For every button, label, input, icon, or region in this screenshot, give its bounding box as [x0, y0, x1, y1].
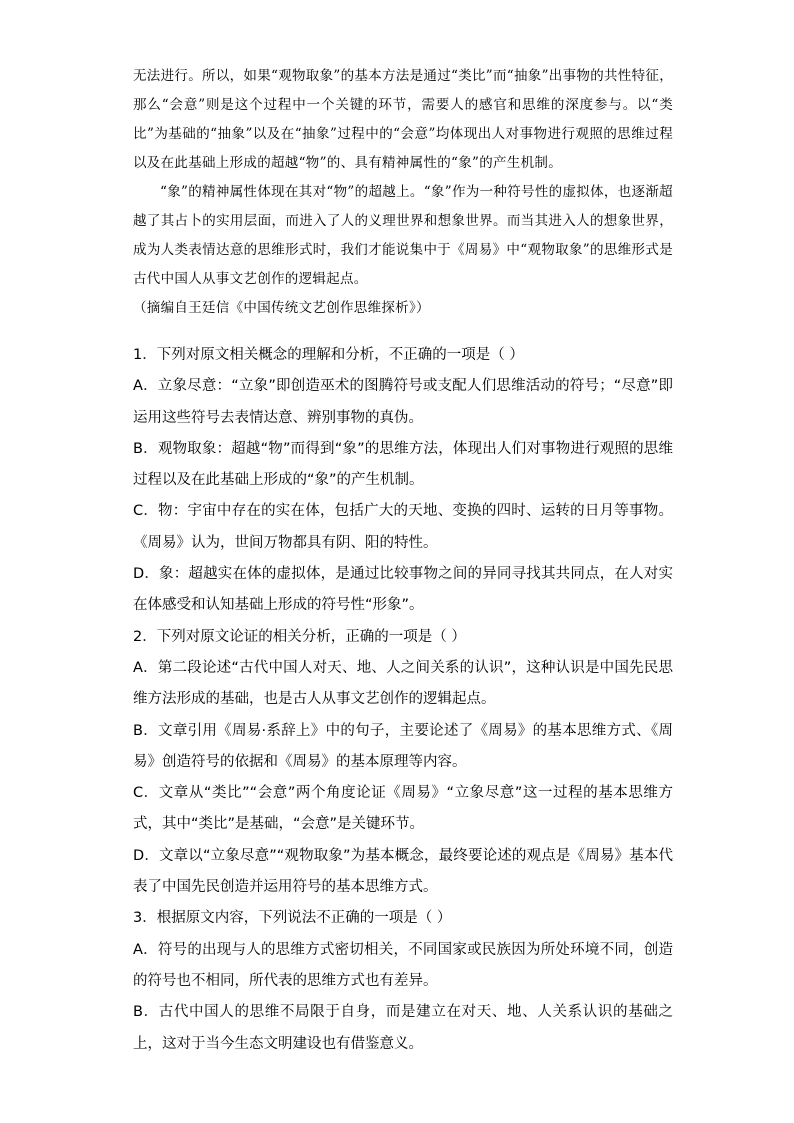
question-stem: 3．根据原文内容，下列说法不正确的一项是（ ）	[133, 910, 452, 927]
option-c: C．物：宇宙中存在的实在体，包括广大的天地、变换的四时、运转的日月等事物。《周易》认为，世间万物都具有阴、阳的特性。	[133, 503, 673, 551]
question-stem: 2．下列对原文论证的相关分析，正确的一项是（ ）	[133, 628, 466, 645]
option-b: B．古代中国人的思维不局限于自身，而是建立在对天、地、人关系认识的基础之上，这对于当今生态文明建设也有借鉴意义。	[133, 1004, 673, 1052]
option-c: C．文章从“类比”“会意”两个角度论证《周易》“立象尽意”这一过程的基本思维方式，其中“类比”是基础，“会意”是关键环节。	[133, 785, 673, 833]
option-b: B．观物取象：超越“物”而得到“象”的思维方法，体现出人们对事物进行观照的思维过程以及在此基础上形成的“象”的产生机制。	[133, 440, 673, 489]
option-a: A．第二段论述“古代中国人对天、地、人之间关系的认识”，这种认识是中国先民思维方法形成的基础，也是古人从事文艺创作的逻辑起点。	[133, 659, 673, 708]
question-list	[133, 340, 673, 1060]
option-d: D．象：超越实在体的虚拟体，是通过比较事物之间的异同寻找其共同点，在人对实在体感受和认知基础上形成的符号性“形象”。	[133, 566, 673, 614]
question-2	[133, 622, 673, 904]
reading-passage	[133, 62, 673, 323]
option-d: D．文章以“立象尽意”“观物取象”为基本概念，最终要论述的观点是《周易》基本代表了中国先民创造并运用符号的基本思维方式。	[133, 847, 673, 896]
question-3	[133, 903, 673, 1059]
passage-citation: （摘编自王廷信《中国传统文艺创作思维探析》）	[133, 300, 430, 316]
passage-paragraph-1: 无法进行。所以，如果“观物取象”的基本方法是通过“类比”而“抽象”出事物的共性特征，那么“会意”则是这个过程中一个关键的环节，需要人的感官和思维的深度参与。以“类比”为基础的“抽象”以及在“抽象”过程中的“会意”均体现出人对事物进行观照的思维过程以及在此基础上形成的超越“物”的、具有精神属性的“象”的产生机制。	[133, 68, 674, 171]
passage-paragraph-2: “象”的精神属性体现在其对“物”的超越上。“象”作为一种符号性的虚拟体，也逐渐超越了其占卜的实用层面，而进入了人的义理世界和想象世界。而当其进入人的想象世界，成为人类表情达意的思维形式时，我们才能说集中于《周易》中“观物取象”的思维形式是古代中国人从事文艺创作的逻辑起点。	[133, 184, 673, 287]
question-1	[133, 340, 673, 622]
option-a: A．符号的出现与人的思维方式密切相关，不同国家或民族因为所处环境不同，创造的符号也不相同，所代表的思维方式也有差异。	[133, 941, 673, 989]
question-stem: 1．下列对原文相关概念的理解和分析，不正确的一项是（ ）	[133, 347, 524, 363]
option-b: B．文章引用《周易·系辞上》中的句子，主要论述了《周易》的基本思维方式、《周易》创造符号的依据和《周易》的基本原理等内容。	[133, 722, 673, 770]
option-a: A．立象尽意：“立象”即创造巫术的图腾符号或支配人们思维活动的符号；“尽意”即运用这些符号去表情达意、辨别事物的真伪。	[133, 378, 673, 426]
